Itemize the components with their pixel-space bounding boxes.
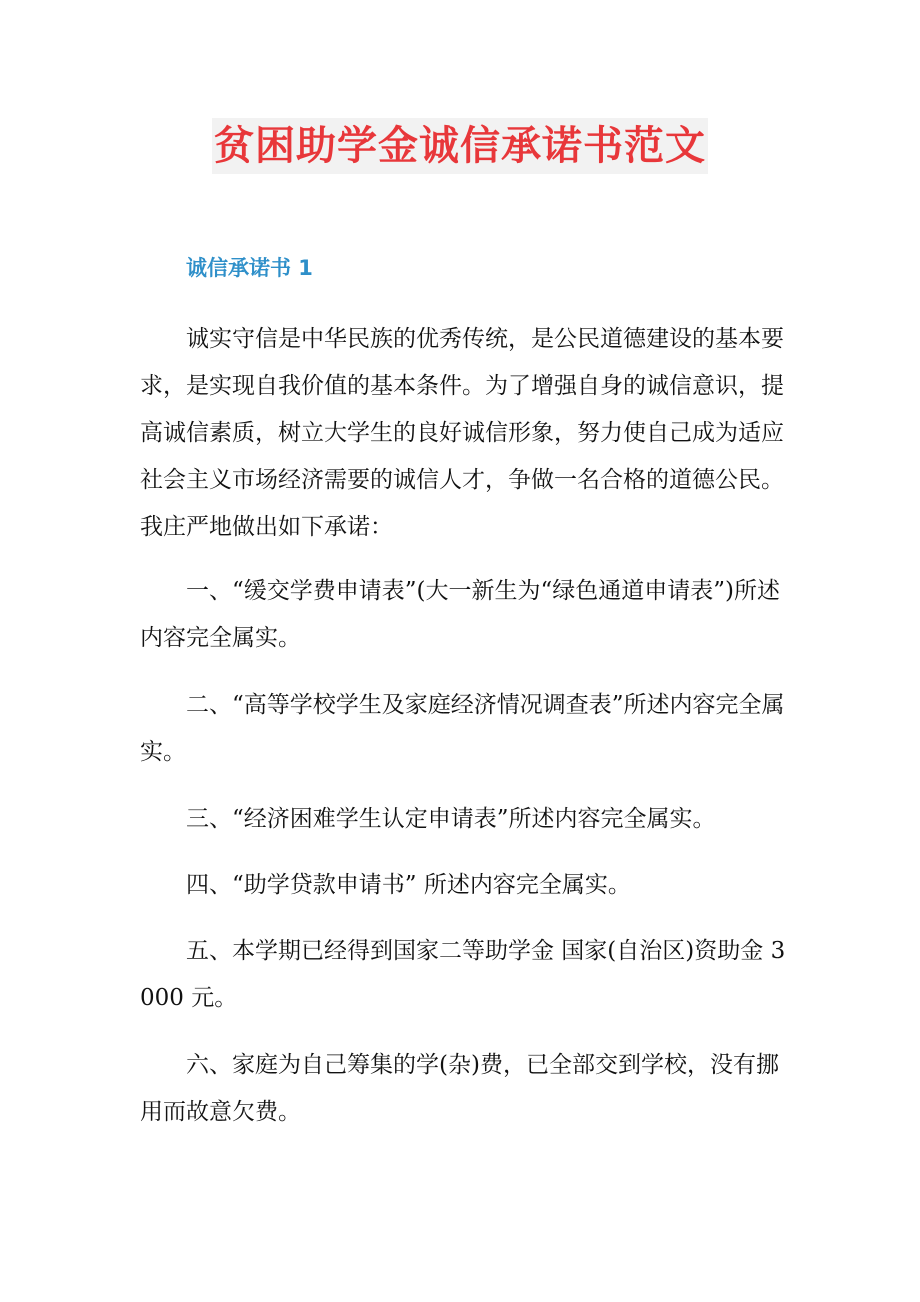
paragraph-item-4: 四、“助学贷款申请书” 所述内容完全属实。 — [186, 872, 631, 898]
paragraph-item-5: 五、本学期已经得到国家二等助学金 国家(自治区)资助金 3000 元。 — [140, 938, 786, 1011]
paragraph-item-6: 六、家庭为自己筹集的学(杂)费，已全部交到学校，没有挪用而故意欠费。 — [140, 1052, 779, 1125]
document-title: 贫困助学金诚信承诺书范文 — [212, 118, 708, 174]
title-container — [0, 118, 920, 174]
section-heading: 诚信承诺书 1 — [186, 256, 313, 280]
paragraph-intro: 诚实守信是中华民族的优秀传统，是公民道德建设的基本要求，是实现自我价值的基本条件。为了增强自身的诚信意识，提高诚信素质，树立大学生的良好诚信形象，努力使自己成为适应社会主义市场经济需要的诚信人才，争做一名合格的道德公民。我庄严地做出如下承诺： — [140, 326, 784, 540]
paragraph-item-3: 三、“经济困难学生认定申请表”所述内容完全属实。 — [186, 806, 716, 832]
paragraph-item-2: 二、“高等学校学生及家庭经济情况调查表”所述内容完全属实。 — [140, 692, 785, 765]
paragraph-item-1: 一、“缓交学费申请表”(大一新生为“绿色通道申请表”)所述内容完全属实。 — [140, 578, 780, 651]
